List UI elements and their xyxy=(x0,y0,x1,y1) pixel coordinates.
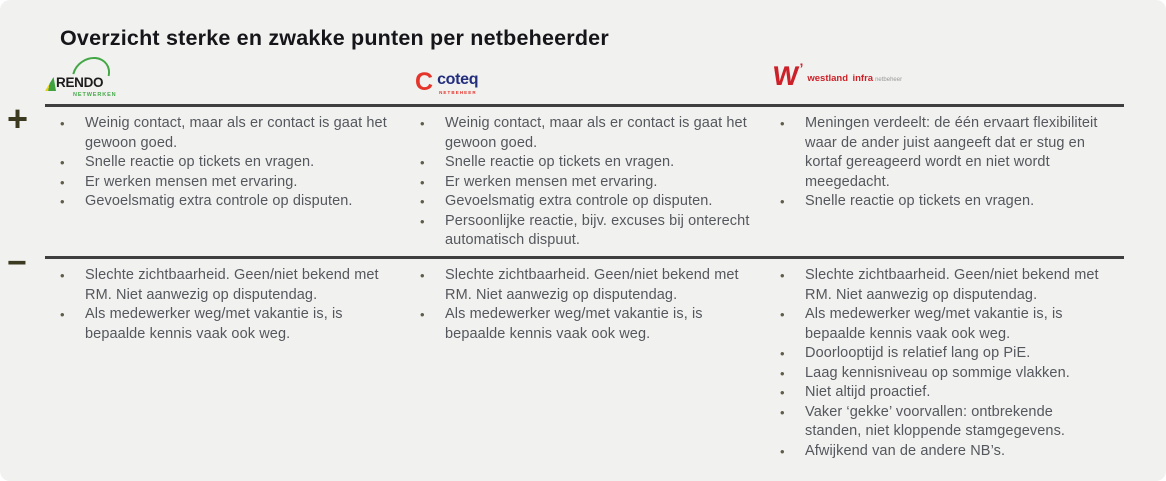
coteq-logo-text: coteq xyxy=(437,71,479,88)
bullet-item: • Weinig contact, maar als er contact is gaat het gewoon goed. xyxy=(57,114,391,153)
weaknesses-list-coteq xyxy=(405,260,765,344)
bullet-item: • Slechte zichtbaarheid. Geen/niet bekend met RM. Niet aanwezig op disputendag. xyxy=(417,266,751,305)
bullet-item: • Afwijkend van de andere NB’s. xyxy=(777,442,1110,462)
weaknesses-list-westland xyxy=(765,260,1124,461)
bullet-item: • Als medewerker weg/met vakantie is, is bepaalde kennis vaak ook weg. xyxy=(777,305,1110,344)
coteq-logo xyxy=(415,69,478,99)
bullet-item: • Meningen verdeelt: de één ervaart flexibiliteit waar de ander juist aangeeft dat er stug en kortaf gereageerd wordt en niet wordt meegedacht. xyxy=(777,114,1110,192)
rendo-logo-text: RENDO xyxy=(56,75,104,90)
bullet-item: • Weinig contact, maar als er contact is gaat het gewoon goed. xyxy=(417,114,751,153)
rendo-triangle-icon xyxy=(45,77,56,91)
weaknesses-cell-coteq xyxy=(405,260,765,344)
strengths-cell-westland xyxy=(765,108,1124,212)
bullet-item: • Snelle reactie op tickets en vragen. xyxy=(777,192,1110,212)
bullet-item: • Gevoelsmatig extra controle op disputen. xyxy=(57,192,391,212)
westland-infra-logo xyxy=(773,62,902,90)
bullet-item: • Als medewerker weg/met vakantie is, is bepaalde kennis vaak ook weg. xyxy=(417,305,751,344)
header-divider-line xyxy=(45,104,1124,107)
bullet-item: • Er werken mensen met ervaring. xyxy=(417,173,751,193)
weaknesses-row-symbol: − xyxy=(7,244,27,282)
coteq-logo-subtext: NETBEHEER xyxy=(439,90,477,95)
strengths-cell-coteq xyxy=(405,108,765,251)
weaknesses-list-rendo xyxy=(45,260,405,344)
bullet-item: • Persoonlijke reactie, bijv. excuses bij onterecht automatisch dispuut. xyxy=(417,212,751,251)
westland-logo-line2 xyxy=(852,73,902,84)
weaknesses-cell-rendo xyxy=(45,260,405,344)
westland-w-icon: W xyxy=(771,61,801,91)
bullet-item: • Als medewerker weg/met vakantie is, is bepaalde kennis vaak ook weg. xyxy=(57,305,391,344)
westland-apostrophe-icon: ’ xyxy=(799,60,804,76)
rendo-logo xyxy=(45,62,155,102)
rendo-logo-subtext: NETWERKEN xyxy=(73,92,117,98)
bullet-item: • Doorlooptijd is relatief lang op PiE. xyxy=(777,344,1110,364)
strengths-list-rendo xyxy=(45,108,405,212)
strengths-list-westland xyxy=(765,108,1124,212)
westland-logo-subtext: netbeheer xyxy=(875,77,903,83)
bullet-item: • Vaker ‘gekke’ voorvallen: ontbrekende standen, niet kloppende stamgegevens. xyxy=(777,403,1110,442)
bullet-item: • Laag kennisniveau op sommige vlakken. xyxy=(777,364,1110,384)
bullet-item: • Er werken mensen met ervaring. xyxy=(57,173,391,193)
strengths-row-symbol: + xyxy=(7,98,29,139)
page-title: Overzicht sterke en zwakke punten per netbeheerder xyxy=(60,26,609,50)
westland-infra-text: infra xyxy=(852,73,874,84)
westland-logo-text-group xyxy=(807,68,902,86)
coteq-c-icon: C xyxy=(415,68,434,96)
bullet-item: • Gevoelsmatig extra controle op disputen. xyxy=(417,192,751,212)
bullet-item: • Niet altijd proactief. xyxy=(777,383,1110,403)
westland-logo-text: westland xyxy=(807,73,849,84)
bullet-item: • Snelle reactie op tickets en vragen. xyxy=(417,153,751,173)
strengths-list-coteq xyxy=(405,108,765,251)
strengths-cell-rendo xyxy=(45,108,405,212)
weaknesses-cell-westland xyxy=(765,260,1124,461)
bullet-item: • Slechte zichtbaarheid. Geen/niet bekend met RM. Niet aanwezig op disputendag. xyxy=(777,266,1110,305)
row-divider-line xyxy=(45,256,1124,259)
bullet-item: • Snelle reactie op tickets en vragen. xyxy=(57,153,391,173)
bullet-item: • Slechte zichtbaarheid. Geen/niet bekend met RM. Niet aanwezig op disputendag. xyxy=(57,266,391,305)
coteq-logo-text-group xyxy=(437,72,478,95)
